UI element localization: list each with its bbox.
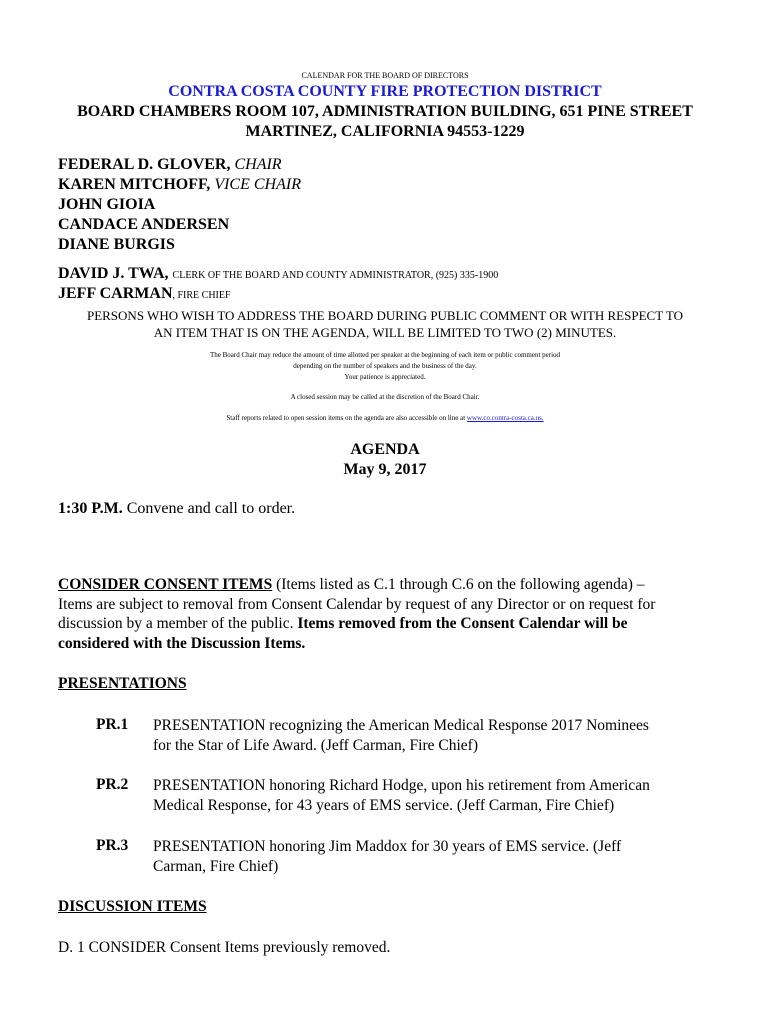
- presentation-number: PR.2: [96, 776, 129, 793]
- presentations-heading: PRESENTATIONS: [58, 675, 187, 692]
- board-member-name: FEDERAL D. GLOVER,: [58, 156, 231, 173]
- consent-line-3-text: discussion by a member of the public.: [58, 615, 294, 632]
- consent-line-3-bold: Items removed from the Consent Calendar will be: [297, 615, 628, 632]
- board-members: [58, 155, 301, 255]
- board-member: [58, 195, 301, 215]
- public-comment-notice-line-1: PERSONS WHO WISH TO ADDRESS THE BOARD DURING PUBLIC COMMENT OR WITH RESPECT TO: [86, 308, 684, 323]
- location-line-1: BOARD CHAMBERS ROOM 107, ADMINISTRATION BUILDING, 651 PINE STREET: [77, 103, 693, 120]
- board-member-name: DIANE BURGIS: [58, 236, 175, 253]
- clerk-title: CLERK OF THE BOARD AND COUNTY ADMINISTRATOR, (925) 335-1900: [172, 270, 499, 281]
- chief-line: [58, 285, 231, 303]
- chair-notice-line-1: The Board Chair may reduce the amount of time allotted per speaker at the beginning of each item or public comment period: [209, 351, 561, 359]
- presentation-line: PRESENTATION recognizing the American Medical Response 2017 Nominees: [153, 717, 649, 734]
- consent-line-1: [58, 575, 708, 595]
- presentation-line: Medical Response, for 43 years of EMS service. (Jeff Carman, Fire Chief): [153, 797, 615, 814]
- board-member-name: CANDACE ANDERSEN: [58, 216, 230, 233]
- consent-heading: CONSIDER CONSENT ITEMS: [58, 576, 273, 593]
- board-member: [58, 155, 301, 175]
- presentation-item: [153, 837, 713, 877]
- discussion-item-1: D. 1 CONSIDER Consent Items previously removed.: [58, 939, 391, 956]
- convene-line: [58, 500, 295, 518]
- convene-time: 1:30 P.M.: [58, 500, 123, 517]
- calendar-caption: CALENDAR FOR THE BOARD OF DIRECTORS: [301, 71, 469, 80]
- board-member: [58, 235, 301, 255]
- chair-notice-line-2: depending on the number of speakers and the business of the day.: [293, 362, 477, 370]
- consent-line-1-text: (Items listed as C.1 through C.6 on the following agenda) –: [276, 576, 645, 593]
- board-member-name: KAREN MITCHOFF,: [58, 176, 211, 193]
- chair-notice-line-3: Your patience is appreciated.: [344, 373, 426, 381]
- closed-session-notice: A closed session may be called at the discretion of the Board Chair.: [290, 393, 480, 401]
- board-member: [58, 175, 301, 195]
- chief-name: JEFF CARMAN: [58, 285, 173, 302]
- board-member: [58, 215, 301, 235]
- board-member-role: CHAIR: [234, 156, 282, 173]
- presentation-item: [153, 716, 713, 756]
- chief-title: , FIRE CHIEF: [172, 290, 231, 301]
- presentation-line: PRESENTATION honoring Jim Maddox for 30 years of EMS service. (Jeff: [153, 838, 622, 855]
- consent-line-3: [58, 614, 708, 634]
- presentation-line: Carman, Fire Chief): [153, 858, 279, 875]
- presentation-line: PRESENTATION honoring Richard Hodge, upon his retirement from American: [153, 777, 650, 794]
- agenda-date: May 9, 2017: [343, 461, 427, 478]
- agenda-title: AGENDA: [350, 441, 420, 458]
- presentation-number: PR.1: [96, 716, 129, 733]
- public-comment-notice-line-2: AN ITEM THAT IS ON THE AGENDA, WILL BE LIMITED TO TWO (2) MINUTES.: [153, 325, 617, 340]
- presentation-line: for the Star of Life Award. (Jeff Carman, Fire Chief): [153, 737, 478, 754]
- district-title: CONTRA COSTA COUNTY FIRE PROTECTION DISTRICT: [168, 83, 602, 100]
- board-member-name: JOHN GIOIA: [58, 196, 156, 213]
- presentation-item: [153, 776, 713, 816]
- staff-reports-notice: [0, 414, 770, 422]
- clerk-name: DAVID J. TWA,: [58, 265, 169, 282]
- location-line-2: MARTINEZ, CALIFORNIA 94553-1229: [245, 123, 525, 140]
- county-website-link[interactable]: www.co.contra-costa.ca.us.: [466, 414, 544, 422]
- consent-line-4: considered with the Discussion Items.: [58, 634, 306, 652]
- consent-line-2: Items are subject to removal from Consent Calendar by request of any Director or on request for: [58, 595, 656, 613]
- board-member-role: VICE CHAIR: [214, 176, 301, 193]
- consent-section: [58, 575, 708, 653]
- discussion-heading: DISCUSSION ITEMS: [58, 898, 207, 915]
- presentation-number: PR.3: [96, 837, 129, 854]
- convene-text: Convene and call to order.: [126, 500, 296, 517]
- staff-reports-text: Staff reports related to open session items on the agenda are also accessible on line at: [226, 414, 466, 422]
- clerk-line: [58, 265, 498, 283]
